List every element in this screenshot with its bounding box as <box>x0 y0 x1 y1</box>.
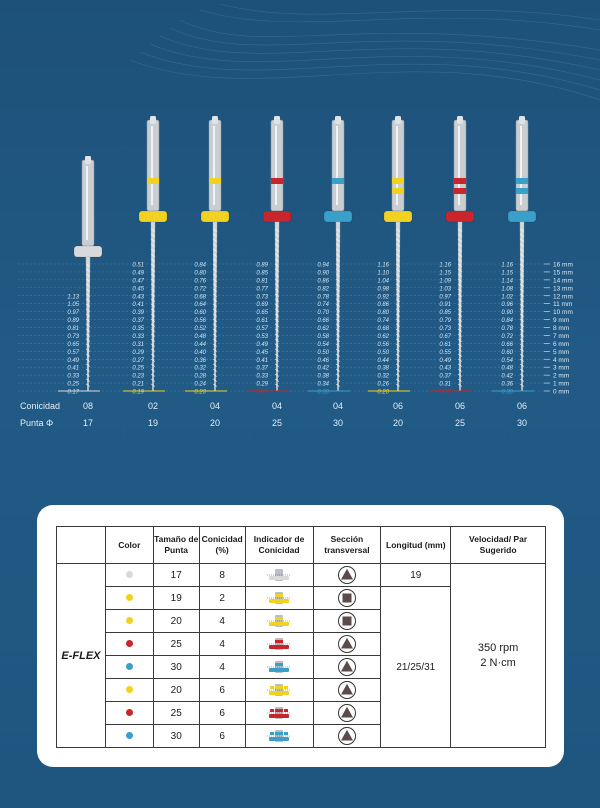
scale-mm-label: 11 mm <box>553 301 573 309</box>
diameter-value: 0.38 <box>317 373 329 380</box>
diameter-value: 0.57 <box>67 349 79 356</box>
diameter-value: 1.16 <box>377 262 389 269</box>
taper-indicator-icon <box>266 660 292 674</box>
diameter-value: 0.32 <box>377 373 389 380</box>
velocidad-rpm: 350 rpm <box>477 641 519 654</box>
table-row <box>57 564 546 587</box>
indicator-cell <box>245 633 313 656</box>
diameter-value: 0.97 <box>67 310 79 317</box>
taper-indicator-icon <box>266 614 292 628</box>
diameter-value: 0.21 <box>132 381 144 388</box>
punta-value: 19 <box>147 418 158 428</box>
file-band <box>332 178 344 184</box>
scale-mm-label: 2 mm <box>553 372 570 380</box>
diameter-value: 0.80 <box>377 310 389 317</box>
diameter-value: 0.37 <box>132 318 144 325</box>
file-handle-tip <box>395 116 401 124</box>
punta-value: 30 <box>516 418 527 428</box>
diameter-value: 0.81 <box>67 326 79 332</box>
diameter-value: 1.04 <box>377 278 389 285</box>
color-cell <box>105 702 153 725</box>
diameter-value: 1.15 <box>439 270 451 277</box>
triangle-section-icon <box>337 726 357 746</box>
file-stopper <box>446 211 474 222</box>
triangle-section-icon <box>337 657 357 677</box>
header-velocidad: Velocidad/ Par Sugerido <box>451 527 546 564</box>
file-handle-shine <box>86 166 88 240</box>
diameter-value: 0.38 <box>377 365 389 372</box>
file-handle-shine <box>275 126 277 205</box>
punta-value: 20 <box>392 418 403 428</box>
diameter-value: 0.34 <box>317 381 329 388</box>
file-handle-shine <box>151 126 153 205</box>
diameter-value: 0.65 <box>256 310 268 317</box>
diameter-value: 0.94 <box>317 262 329 269</box>
file-band <box>271 178 283 184</box>
diameter-value: 0.46 <box>317 357 329 364</box>
color-dot <box>126 594 133 601</box>
header-blank <box>57 527 106 564</box>
section-cell <box>313 702 381 725</box>
taper-cell: 2 <box>199 587 245 610</box>
diameter-value: 0.20 <box>194 389 206 396</box>
conicidad-value: 06 <box>392 401 403 411</box>
diameter-value: 0.31 <box>439 381 451 388</box>
diameter-value: 0.42 <box>501 373 513 380</box>
scale-mm-label: 16 mm <box>553 261 573 269</box>
diameter-value: 0.33 <box>256 373 268 380</box>
taper-indicator-icon <box>266 706 292 720</box>
file-band <box>392 178 404 184</box>
diameter-value: 1.09 <box>439 278 451 285</box>
diameter-value: 0.61 <box>439 341 451 348</box>
file-stopper <box>74 246 102 257</box>
diameter-value: 0.33 <box>67 373 79 380</box>
scale-mm-label: 1 mm <box>553 380 570 388</box>
diameter-value: 0.66 <box>501 341 513 348</box>
diameter-value: 0.30 <box>317 389 329 396</box>
diameter-value: 0.25 <box>256 389 268 396</box>
diameter-value: 1.02 <box>501 294 513 301</box>
diameter-value: 0.48 <box>194 333 206 340</box>
taper-cell: 4 <box>199 610 245 633</box>
taper-indicator-icon <box>266 637 292 651</box>
scale-mm-label: 3 mm <box>553 364 570 372</box>
color-cell <box>105 587 153 610</box>
color-dot <box>126 640 133 647</box>
indicator-cell <box>245 564 313 587</box>
diameter-value: 0.54 <box>501 357 513 364</box>
diameter-value: 0.68 <box>377 326 389 332</box>
file-handle-tip <box>274 116 280 124</box>
punta-value: 30 <box>332 418 343 428</box>
scale-mm-label: 6 mm <box>553 340 570 348</box>
color-cell <box>105 610 153 633</box>
diameter-value: 0.35 <box>132 326 144 332</box>
scale-mm-label: 7 mm <box>553 332 570 340</box>
diameter-value: 0.43 <box>439 365 451 372</box>
diameter-value: 0.48 <box>501 365 513 372</box>
diameter-value: 0.36 <box>501 381 513 388</box>
diameter-value: 0.26 <box>377 381 389 388</box>
scale-mm-label: 8 mm <box>553 325 570 332</box>
color-cell <box>105 679 153 702</box>
diameter-value: 0.86 <box>377 302 389 309</box>
diameter-value: 0.90 <box>317 270 329 277</box>
square-section-icon <box>337 611 357 631</box>
size-cell: 17 <box>153 564 199 587</box>
diameter-value: 0.76 <box>194 278 206 285</box>
diameter-value: 0.69 <box>256 302 268 309</box>
diameter-value: 0.44 <box>377 357 389 364</box>
header-seccion: Sección transversal <box>313 527 381 564</box>
size-cell: 30 <box>153 656 199 679</box>
diameter-value: 0.25 <box>439 389 451 396</box>
diameter-value: 0.19 <box>132 389 144 396</box>
diameter-value: 0.77 <box>256 286 268 293</box>
indicator-cell <box>245 725 313 748</box>
diameter-value: 0.89 <box>256 262 268 269</box>
file-handle-tip <box>85 156 91 164</box>
color-cell <box>105 564 153 587</box>
diameter-value: 0.29 <box>132 349 144 356</box>
size-cell: 25 <box>153 633 199 656</box>
diameter-value: 0.49 <box>256 341 268 348</box>
file-blade <box>336 222 340 391</box>
color-dot <box>126 663 133 670</box>
conicidad-value: 04 <box>209 401 220 411</box>
file-handle-tip <box>212 116 218 124</box>
file-blade <box>396 222 400 391</box>
conicidad-value: 08 <box>82 401 93 411</box>
diameter-value: 0.43 <box>132 294 144 301</box>
file-handle-tip <box>519 116 525 124</box>
diameter-value: 0.29 <box>256 381 268 388</box>
scale-mm-label: 13 mm <box>553 285 573 293</box>
diameter-value: 0.17 <box>67 389 79 396</box>
color-cell <box>105 725 153 748</box>
square-section-icon <box>337 588 357 608</box>
scale-mm-label: 4 mm <box>553 356 570 364</box>
diameter-value: 0.89 <box>67 318 79 325</box>
diameter-value: 1.15 <box>501 270 513 277</box>
taper-cell: 4 <box>199 633 245 656</box>
diameter-value: 0.61 <box>256 318 268 325</box>
diameter-value: 1.08 <box>501 286 513 293</box>
triangle-section-icon <box>337 680 357 700</box>
diameter-value: 0.65 <box>67 341 79 348</box>
diameter-value: 0.28 <box>194 373 206 380</box>
file-blade <box>213 222 217 391</box>
taper-indicator-icon <box>266 683 292 697</box>
diameter-value: 0.27 <box>132 357 144 364</box>
file-band <box>209 178 221 184</box>
diameter-value: 0.51 <box>132 262 144 269</box>
scale-mm-label: 5 mm <box>553 348 570 356</box>
diameter-value: 0.81 <box>256 278 268 285</box>
size-cell: 20 <box>153 610 199 633</box>
taper-cell: 6 <box>199 702 245 725</box>
conicidad-label: Conicidad <box>20 401 61 411</box>
taper-indicator-icon <box>266 568 292 582</box>
triangle-section-icon <box>337 634 357 654</box>
diameter-value: 0.56 <box>377 341 389 348</box>
spec-card <box>37 505 564 767</box>
color-dot <box>126 686 133 693</box>
diameter-value: 0.41 <box>67 365 79 372</box>
color-dot <box>126 709 133 716</box>
taper-indicator-icon <box>266 591 292 605</box>
punta-value: 20 <box>209 418 220 428</box>
diameter-value: 0.49 <box>67 357 79 364</box>
diameter-value: 0.56 <box>194 318 206 325</box>
taper-cell: 8 <box>199 564 245 587</box>
diameter-value: 0.45 <box>132 286 144 293</box>
diameter-value: 0.91 <box>439 302 451 309</box>
diameter-value: 0.20 <box>377 389 389 396</box>
file-handle-shine <box>213 126 215 205</box>
scale-mm-label: 15 mm <box>553 269 573 277</box>
section-cell <box>313 725 381 748</box>
diameter-value: 0.55 <box>439 349 451 356</box>
diameter-value: 1.16 <box>501 262 513 269</box>
diameter-value: 0.50 <box>377 349 389 356</box>
header-conicidad: Conicidad (%) <box>199 527 245 564</box>
file-stopper <box>508 211 536 222</box>
diameter-value: 0.73 <box>439 326 451 332</box>
diameter-value: 0.98 <box>377 286 389 293</box>
scale-mm-label: 9 mm <box>553 317 570 325</box>
file-stopper <box>263 211 291 222</box>
diameter-value: 0.47 <box>132 278 144 285</box>
color-cell <box>105 656 153 679</box>
velocidad-cell <box>451 564 546 748</box>
diameter-value: 1.16 <box>439 262 451 269</box>
conicidad-value: 02 <box>147 401 158 411</box>
indicator-cell <box>245 702 313 725</box>
indicator-cell <box>245 610 313 633</box>
diameter-value: 0.60 <box>194 310 206 317</box>
scale-mm-label: 12 mm <box>553 293 573 301</box>
conicidad-value: 06 <box>516 401 527 411</box>
diameter-value: 0.24 <box>194 381 206 388</box>
diameter-value: 0.78 <box>317 294 329 301</box>
header-longitud: Longitud (mm) <box>381 527 451 564</box>
diameter-value: 0.80 <box>194 270 206 277</box>
indicator-cell <box>245 587 313 610</box>
diameter-value: 0.79 <box>439 318 451 325</box>
diameter-value: 0.25 <box>67 381 79 388</box>
file-handle-shine <box>336 126 338 205</box>
diameter-value: 0.31 <box>132 341 144 348</box>
file-blade <box>275 222 279 391</box>
diameter-value: 0.96 <box>501 302 513 309</box>
file-handle-tip <box>457 116 463 124</box>
conicidad-value: 06 <box>454 401 465 411</box>
header-tamano: Tamaño de Punta <box>153 527 199 564</box>
diameter-value: 0.49 <box>132 270 144 277</box>
scale-mm-label: 0 mm <box>553 388 570 396</box>
scale-mm-label: 10 mm <box>553 309 573 317</box>
file-blade <box>520 222 524 391</box>
section-cell <box>313 587 381 610</box>
diameter-value: 0.86 <box>317 278 329 285</box>
diameter-value: 0.68 <box>194 294 206 301</box>
diameter-value: 0.82 <box>317 286 329 293</box>
punta-value: 25 <box>454 418 465 428</box>
diameter-value: 0.23 <box>132 373 144 380</box>
diameter-value: 0.62 <box>377 333 389 340</box>
section-cell <box>313 564 381 587</box>
diameter-value: 0.84 <box>194 262 206 269</box>
scale-mm-label: 14 mm <box>553 277 573 285</box>
conicidad-value: 04 <box>332 401 343 411</box>
taper-cell: 6 <box>199 725 245 748</box>
taper-indicator-icon <box>266 729 292 743</box>
color-cell <box>105 633 153 656</box>
header-color: Color <box>105 527 153 564</box>
file-band <box>147 178 159 184</box>
diameter-value: 0.70 <box>317 310 329 317</box>
file-band <box>454 188 466 194</box>
diameter-value: 1.10 <box>377 270 389 277</box>
taper-cell: 4 <box>199 656 245 679</box>
diameter-value: 0.44 <box>194 341 206 348</box>
triangle-section-icon <box>337 703 357 723</box>
diameter-value: 0.90 <box>501 310 513 317</box>
color-dot <box>126 571 133 578</box>
file-stopper <box>324 211 352 222</box>
diameter-value: 0.66 <box>317 318 329 325</box>
brand-cell: E-FLEX <box>57 564 106 748</box>
velocidad-torque: 2 N·cm <box>480 656 516 669</box>
diameter-value: 0.85 <box>439 310 451 317</box>
conicidad-value: 04 <box>271 401 282 411</box>
file-stopper <box>139 211 167 222</box>
size-cell: 30 <box>153 725 199 748</box>
diameter-value: 0.54 <box>317 341 329 348</box>
diameter-value: 0.73 <box>256 294 268 301</box>
longitud-cell: 19 <box>381 564 451 587</box>
section-cell <box>313 633 381 656</box>
diameter-value: 0.85 <box>256 270 268 277</box>
file-handle-tip <box>150 116 156 124</box>
diameter-value: 0.39 <box>132 310 144 317</box>
diameter-value: 0.50 <box>317 349 329 356</box>
diameter-value: 0.58 <box>317 333 329 340</box>
diameter-value: 0.57 <box>256 326 268 332</box>
punta-value: 25 <box>271 418 282 428</box>
file-band <box>516 178 528 184</box>
size-cell: 20 <box>153 679 199 702</box>
longitud-cell: 21/25/31 <box>381 587 451 748</box>
files-illustration <box>0 110 600 410</box>
size-cell: 19 <box>153 587 199 610</box>
file-band <box>516 188 528 194</box>
diameter-value: 0.72 <box>501 333 513 340</box>
diameter-value: 0.72 <box>194 286 206 293</box>
taper-cell: 6 <box>199 679 245 702</box>
spec-table <box>56 526 546 748</box>
color-dot <box>126 617 133 624</box>
diameter-value: 0.37 <box>439 373 451 380</box>
diameter-value: 0.78 <box>501 326 513 332</box>
diameter-value: 0.62 <box>317 326 329 332</box>
diameter-value: 0.45 <box>256 349 268 356</box>
diameter-value: 0.49 <box>439 357 451 364</box>
file-blade <box>151 222 155 391</box>
section-cell <box>313 679 381 702</box>
diameter-value: 0.74 <box>377 318 389 325</box>
diameter-value: 0.33 <box>132 333 144 340</box>
diameter-value: 0.73 <box>67 333 79 340</box>
triangle-section-icon <box>337 565 357 585</box>
indicator-cell <box>245 656 313 679</box>
section-cell <box>313 610 381 633</box>
indicator-cell <box>245 679 313 702</box>
diameter-value: 1.13 <box>67 294 79 301</box>
diameter-value: 0.97 <box>439 294 451 301</box>
diameter-value: 0.84 <box>501 318 513 325</box>
diameter-value: 0.52 <box>194 326 206 332</box>
diameter-value: 1.05 <box>67 302 79 309</box>
file-handle-tip <box>335 116 341 124</box>
file-band <box>454 178 466 184</box>
diameter-value: 0.60 <box>501 349 513 356</box>
file-stopper <box>384 211 412 222</box>
diameter-value: 0.37 <box>256 365 268 372</box>
diameter-value: 0.25 <box>132 365 144 372</box>
diameter-value: 0.41 <box>256 357 268 364</box>
diameter-value: 1.03 <box>439 286 451 293</box>
diameter-value: 1.14 <box>501 278 513 285</box>
file-band <box>392 188 404 194</box>
diameter-value: 0.74 <box>317 302 329 309</box>
diameter-value: 0.36 <box>194 357 206 364</box>
diameter-value: 0.53 <box>256 333 268 340</box>
diameter-value: 0.92 <box>377 294 389 301</box>
size-cell: 25 <box>153 702 199 725</box>
punta-label: Punta Φ <box>20 418 54 428</box>
diameter-value: 0.32 <box>194 365 206 372</box>
diameter-value: 0.64 <box>194 302 206 309</box>
color-dot <box>126 732 133 739</box>
diameter-value: 0.67 <box>439 333 451 340</box>
diameter-value: 0.30 <box>501 389 513 396</box>
header-indicador: Indicador de Conicidad <box>245 527 313 564</box>
diameter-value: 0.42 <box>317 365 329 372</box>
file-blade <box>458 222 462 391</box>
diameter-value: 0.41 <box>132 302 144 309</box>
section-cell <box>313 656 381 679</box>
diameter-value: 0.40 <box>194 349 206 356</box>
file-stopper <box>201 211 229 222</box>
punta-value: 17 <box>82 418 93 428</box>
